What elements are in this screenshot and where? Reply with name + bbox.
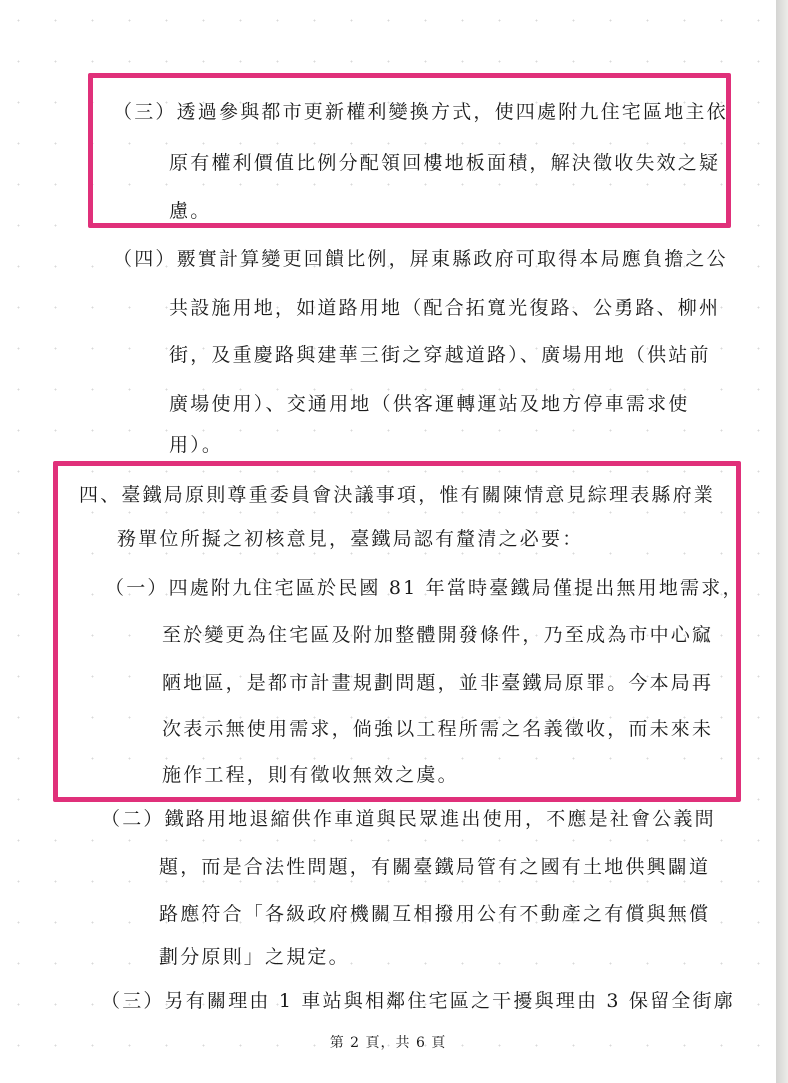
- text-line: 街，及重慶路與建華三街之穿越道路）、廣場用地（供站前: [169, 344, 711, 366]
- text-line: 務單位所擬之初核意見，臺鐵局認有釐清之必要：: [117, 528, 584, 550]
- text-line: 用）。: [169, 434, 224, 456]
- text-line: 題，而是合法性問題，有關臺鐵局管有之國有土地供興闢道: [159, 856, 711, 878]
- text-line: （二）鐵路用地退縮供作車道與民眾進出使用，不應是社會公義問: [101, 808, 716, 830]
- text-line: 慮。: [169, 200, 212, 222]
- text-line: 陋地區，是都市計畫規劃問題，並非臺鐵局原罪。今本局再: [162, 672, 714, 694]
- page-footer: 第 2 頁，共 6 頁: [329, 1035, 447, 1051]
- text-line: 四、臺鐵局原則尊重委員會決議事項，惟有關陳情意見綜理表縣府業: [79, 484, 716, 506]
- text-line: 共設施用地，如道路用地（配合拓寬光復路、公勇路、柳州: [169, 297, 721, 319]
- text-line: 次表示無使用需求，倘強以工程所需之名義徵收，而未來未: [162, 718, 714, 740]
- text-line: 至於變更為住宅區及附加整體開發條件，乃至成為市中心窳: [162, 624, 714, 646]
- text-line: 施作工程，則有徵收無效之虞。: [162, 764, 459, 786]
- text-line: （四）覈實計算變更回饋比例，屏東縣政府可取得本局應負擔之公: [113, 248, 728, 270]
- text-line: （三）另有關理由 1 車站與相鄰住宅區之干擾與理由 3 保留全街廓: [101, 990, 735, 1012]
- text-line: （三）透過參與都市更新權利變換方式，使四處附九住宅區地主依: [113, 101, 728, 123]
- text-line: 路應符合「各級政府機關互相撥用公有不動產之有償與無償: [159, 903, 711, 925]
- text-line: 劃分原則」之規定。: [159, 946, 350, 968]
- text-line: 廣場使用）、交通用地（供客運轉運站及地方停車需求使: [169, 393, 690, 415]
- text-line: 原有權利價值比例分配領回樓地板面積，解決徵收失效之疑: [169, 152, 721, 174]
- page-edge: [776, 0, 788, 1083]
- text-line: （一）四處附九住宅區於民國 81 年當時臺鐵局僅提出無用地需求，: [105, 577, 744, 599]
